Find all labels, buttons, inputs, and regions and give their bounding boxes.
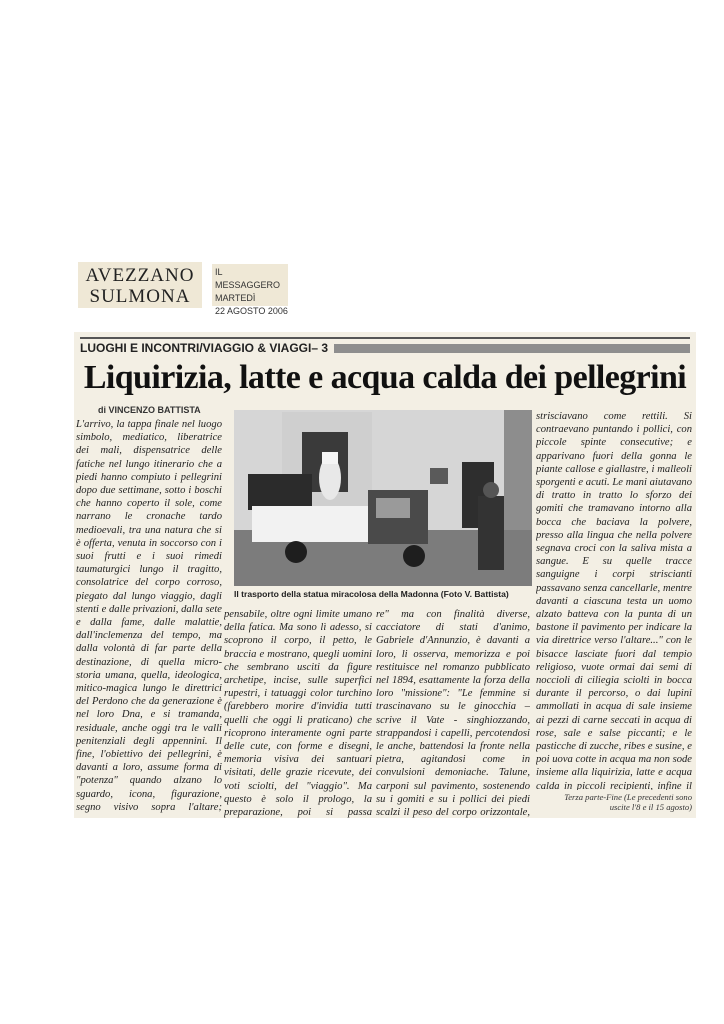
headline: Liquirizia, latte e acqua calda dei pellegrini (83, 359, 687, 396)
publication-weekday: MARTEDÌ (215, 293, 256, 303)
rubric-bar (80, 337, 690, 357)
location-line-2: SULMONA (89, 286, 191, 307)
rubric-rule (334, 344, 690, 353)
byline: di VINCENZO BATTISTA (98, 405, 201, 415)
article-column-2: pensabile, oltre ogni limite umano della fatica. Ma sono lì adesso, si scoprono il corpo, il petto, le braccia e mostrano, quegli uomini che sembrano usciti da figure archetipe, incise, sulle superfici rupestri, i tatuaggi color turchino (farebbero morire d'invidia tutti quelli che oggi li praticano) che ricoprono interamente ogni parte delle cute, con forme e disegni, memoria visiva dei santuari visitati, delle grazie ricevute, dei voti sciolti, del "viaggio". Ma questo è solo il prologo, la preparazione, poi si passa (224, 609, 372, 818)
article-clipping (74, 332, 696, 818)
article-column-1: L'arrivo, la tappa finale nel luogo simbolo, mediatico, liberatrice dei mali, dispensatrice delle fatiche nel lungo itinerario che a piedi hanno compiuto i pellegrini dopo due settimane, sotto i boschi che hanno coperto il sole, come narrano le cronache tardo medioevali, tra una natura che si è offerta, venuta in soccorso con i suoi frutti e i suoi rimedi taumaturgici lungo il tragitto, consolatrice del corpo corroso, piegato dal lungo viaggio, dagli stenti e dalle privazioni, dalla sete e dalla fame, dalle malattie, dall'inclemenza del tempo, ma dalla volontà di far parte della destinazione, di quella micro-storia umana, quella, ideologica, mitico-magica lungo le direttrici del Perdono che da generazione è nel loro Dna, e si tramanda, residuale, anche oggi tra le valli penitenziali degli appennini. Il fine, l'obiettivo dei pellegrini, è davanti a loro, assume forma di "potenza" quando alzano lo sguardo, icona, figurazione, segno visivo sopra l'altare; (76, 419, 222, 813)
publication-clipping (212, 264, 288, 316)
location-line-1: AVEZZANO (85, 265, 195, 286)
article-column-4: strisciavano come rettili. Si contraevano puntando i pollici, con piccole spinte consecutive; e apparivano fuori della gonna le piante callose e giallastre, i malleoli sporgenti e acuti. Le mani aiutavano di tratto in tratto lo sforzo dei gomiti che tramavano intorno alla bocca che baciava la polvere, presso alla lingua che nella polvere segnava croci con la saliva mista a sangue. E su quelle tracce sanguigne i corpi striscianti passavano senza cancellarle, mentre davanti a ciascuna testa un uomo alzato batteva con la punta di un bastone il pavimento per indicare la via direttrice verso l'altare..." con le bisacce lasciate fuori dal tempio religioso, vuote ormai dai semi di noccioli di ciliegia sciolti in bocca durante il percorso, o dai lupini ammollati in acqua di sale insieme ai pezzi di carne seccati in acqua di rose, sale e salse piccanti; e le pasticche di zucche, ribes e susine, e poi uova cotte in acqua ma non sode insieme alla liquirizia, latte e acqua calda in piccoli recipienti, infine il (536, 411, 692, 790)
photo-caption: Il trasporto della statua miracolosa della Madonna (Foto V. Battista) (234, 589, 509, 599)
newspaper-name: IL MESSAGGERO (215, 267, 281, 290)
series-footnote: Terza parte-Fine (Le precedenti sono uscite l'8 e il 15 agosto) (564, 792, 692, 812)
location-clipping (78, 262, 202, 308)
photo-illustration (234, 410, 532, 586)
publication-date: 22 AGOSTO 2006 (215, 306, 288, 316)
rubric-label: LUOGHI E INCONTRI/VIAGGIO & VIAGGI– 3 (80, 341, 329, 355)
article-photo (234, 410, 532, 586)
article-column-3: re" ma con finalità diverse, cacciatore di stati d'animo, Gabriele d'Annunzio, è davanti a loro, li osserva, memorizza e poi restituisce nel romanzo pubblicato nel 1894, esattamente la forza della loro "missione": "Le femmine si trascinavano su le ginocchia – scrive il Vate - singhiozzando, strappandosi i capelli, percotendosi le anche, battendosi la fronte nella pietra, agitandosi come in convulsioni demoniache. Talune, carponi sul pavimento, sostenendo su i gomiti e su i pollici dei piedi scalzi il peso del corpo orizzontale, (376, 609, 530, 818)
